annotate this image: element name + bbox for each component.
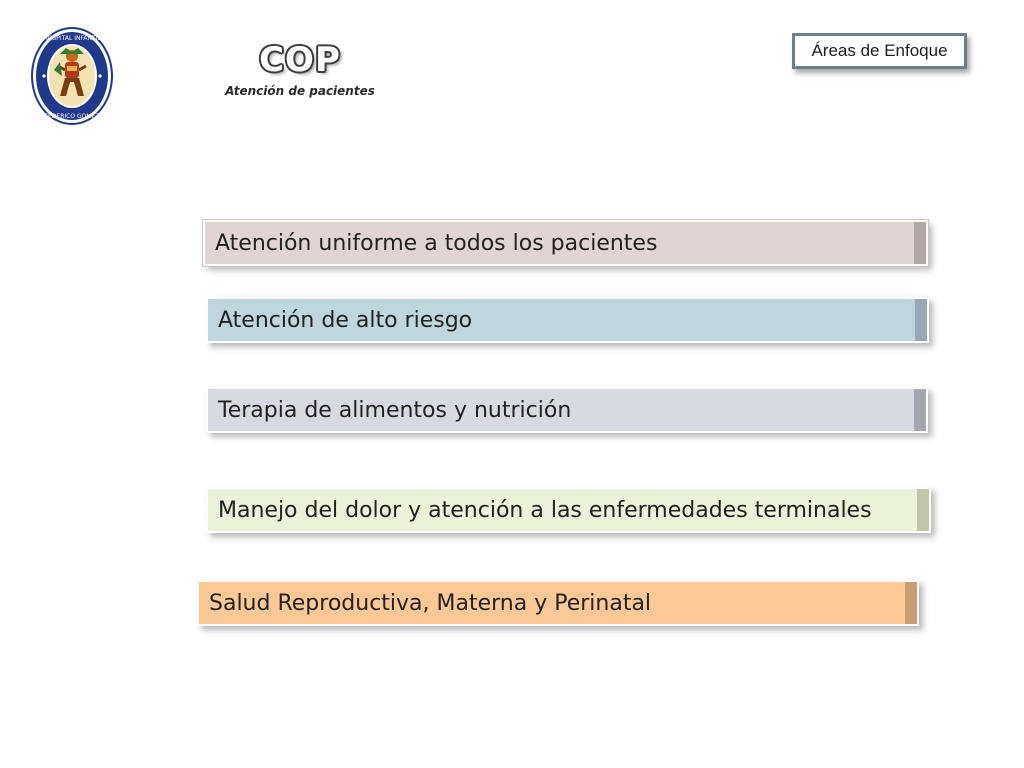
area-label: Atención de alto riesgo [218,307,473,333]
hospital-logo [30,26,114,126]
page-subtitle: Atención de pacientes [225,84,375,98]
area-edge [914,222,926,264]
svg-text:FEDERICO GOMEZ: FEDERICO GOMEZ [44,113,100,120]
area-item[interactable] [197,580,919,626]
area-label: Manejo del dolor y atención a las enfermedades terminales [218,497,872,523]
area-label: Terapia de alimentos y nutrición [218,397,572,423]
focus-areas-button[interactable]: Áreas de Enfoque [792,33,967,69]
area-item[interactable] [206,297,929,343]
page-title: COP [259,40,341,80]
area-item[interactable] [203,220,928,266]
area-edge [905,582,917,624]
svg-text:HOSPITAL INFANTIL: HOSPITAL INFANTIL [43,35,101,42]
area-edge [914,389,926,431]
area-label: Atención uniforme a todos los pacientes [215,230,658,256]
area-label: Salud Reproductiva, Materna y Perinatal [209,590,652,616]
area-edge [915,299,927,341]
slide-header [200,40,400,98]
area-edge [917,489,929,531]
area-item[interactable] [206,487,931,533]
area-item[interactable] [206,387,928,433]
